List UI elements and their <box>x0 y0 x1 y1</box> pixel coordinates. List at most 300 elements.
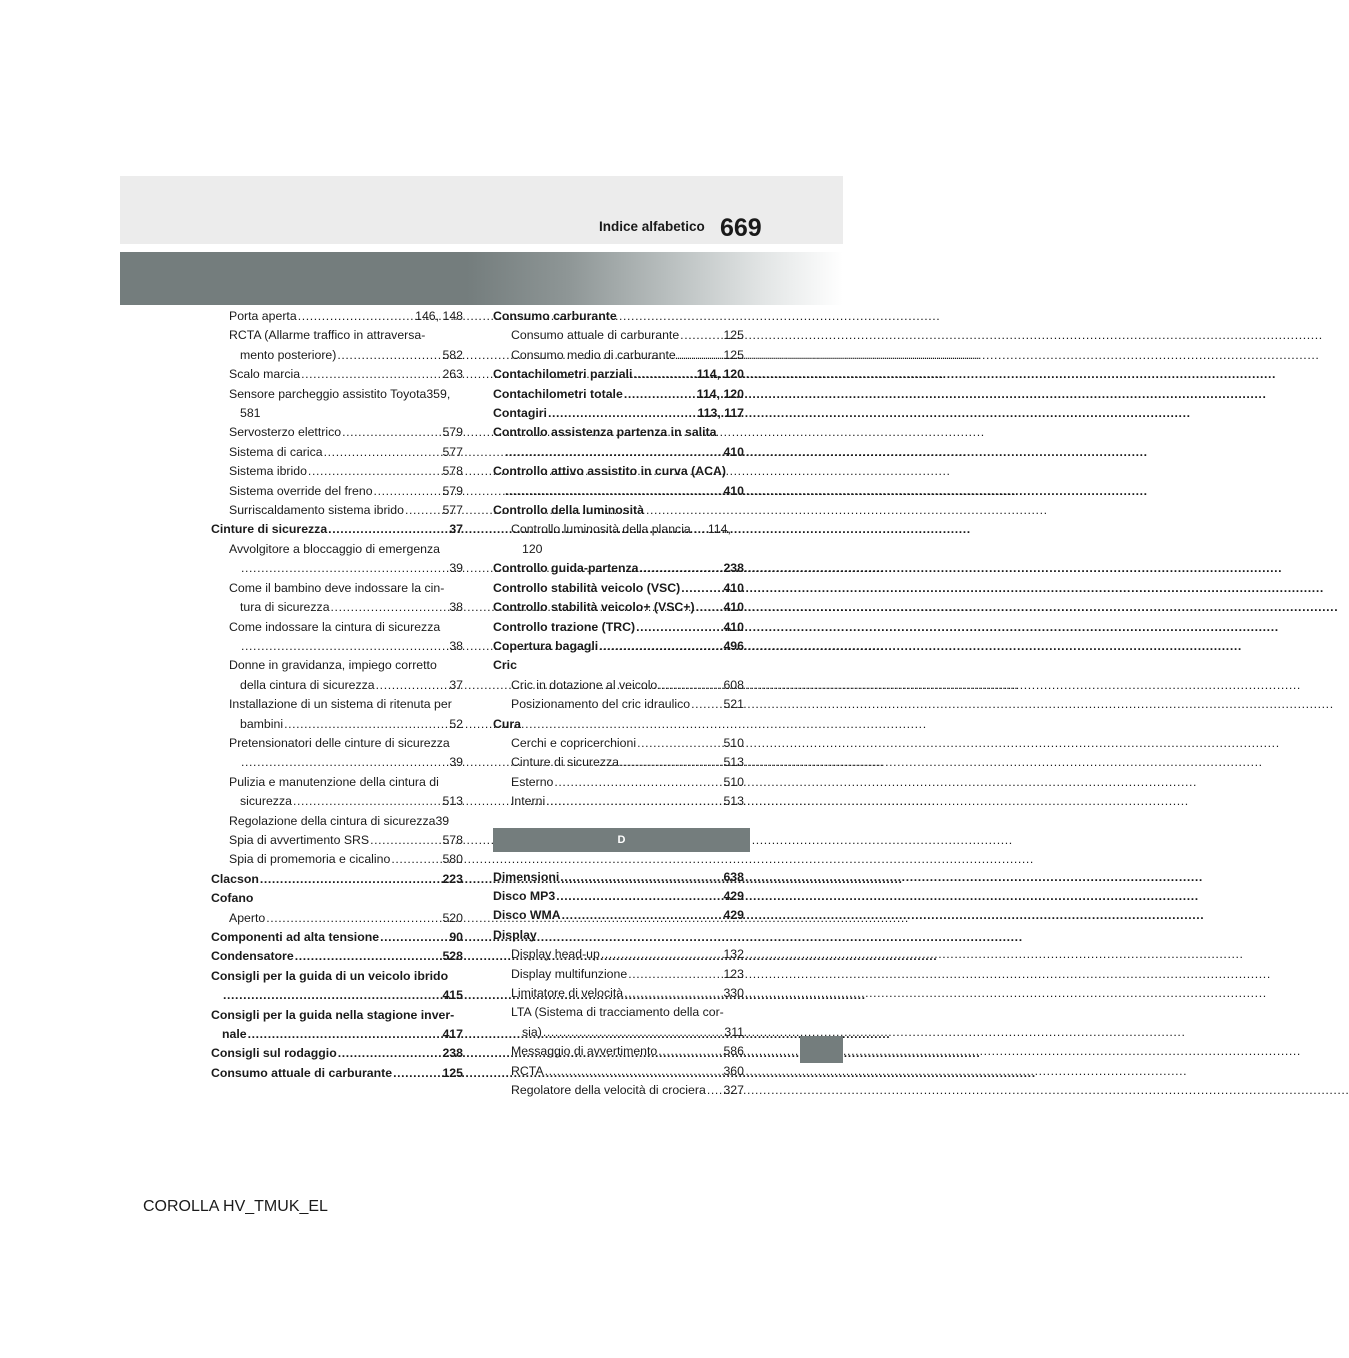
index-entry-text: LTA (Sistema di tracciamento della cor- <box>511 1005 724 1020</box>
index-entry-line <box>493 404 744 423</box>
index-entry-text: Avvolgitore a bloccaggio di emergenza <box>229 541 440 556</box>
index-page-ref: 223 <box>442 871 463 886</box>
index-entry-line <box>211 870 463 889</box>
index-entry-text: sicurezza <box>240 794 292 809</box>
leader-dots <box>640 559 723 578</box>
index-entry-text: nale <box>222 1027 247 1042</box>
index-entry-line <box>229 462 463 481</box>
leader-dots <box>658 676 722 695</box>
leader-dots <box>241 637 448 656</box>
index-entry-line <box>493 637 744 656</box>
index-subentry <box>493 965 744 984</box>
index-entry-line <box>493 618 744 637</box>
index-page-ref: 263 <box>442 367 463 382</box>
index-entry-text: Esterno <box>511 774 554 789</box>
index-page-ref: 608 <box>723 677 744 692</box>
index-subentry <box>211 501 463 520</box>
index-page-ref: 410 <box>723 483 744 498</box>
index-entry-line <box>511 734 744 753</box>
leader-dots <box>241 559 448 578</box>
leader-dots <box>707 1081 723 1100</box>
index-entry-text: Pulizia e manutenzione della cintura di <box>229 774 439 789</box>
index-entry-line <box>493 906 744 925</box>
index-entry <box>493 404 744 423</box>
index-entry-line <box>211 1044 463 1063</box>
leader-dots <box>548 404 697 423</box>
index-entry-text: Regolatore della velocità di crociera <box>511 1083 706 1098</box>
index-subentry <box>211 326 463 365</box>
section-title: Indice alfabetico <box>599 219 705 234</box>
leader-dots <box>374 482 442 501</box>
index-entry-text: Contachilometri parziali <box>493 367 633 382</box>
index-entry <box>211 947 463 966</box>
index-entry-text: Come indossare la cintura di sicurezza <box>229 619 441 634</box>
index-entry-text: Consumo carburante <box>493 309 617 323</box>
leader-dots <box>628 965 722 984</box>
index-entry-line <box>211 928 463 947</box>
index-entry-text: bambini <box>240 716 284 731</box>
index-entry <box>493 579 744 598</box>
index-entry-text: Messaggio di avvertimento <box>511 1044 658 1059</box>
index-entry-line <box>229 812 463 831</box>
index-subentry <box>493 1003 744 1042</box>
index-subentry <box>493 520 744 559</box>
index-entry-text: Display head-up <box>511 947 600 962</box>
leader-dots <box>556 887 722 906</box>
index-entry <box>493 462 744 501</box>
leader-dots <box>260 870 442 889</box>
index-entry-text: Cofano <box>211 891 254 906</box>
index-entry-text: Display multifunzione <box>511 966 628 981</box>
index-page-ref: 579 <box>442 425 463 440</box>
index-page-ref: 410 <box>723 619 744 634</box>
leader-dots <box>295 947 442 966</box>
index-subentry <box>493 1042 744 1061</box>
index-entry <box>211 928 463 947</box>
index-entry-text: Sensore parcheggio assistito Toyota359, <box>229 386 451 401</box>
index-page-ref: 579 <box>442 483 463 498</box>
index-entry-text: Contachilometri totale <box>493 386 623 401</box>
index-entry-line <box>511 346 744 365</box>
index-entry-text: Consumo medio di carburante <box>511 347 676 362</box>
leader-dots <box>562 906 723 925</box>
index-page-ref: 146, 148 <box>415 309 463 323</box>
index-entry-text: Copertura bagagli <box>493 638 599 653</box>
index-entry <box>493 637 744 656</box>
index-page-ref: 638 <box>723 869 744 884</box>
index-subentry <box>493 792 744 811</box>
index-entry-line <box>229 501 463 520</box>
index-entry-text: Donne in gravidanza, impiego corretto <box>229 658 437 673</box>
leader-dots <box>633 365 695 384</box>
index-subentry <box>493 1081 744 1100</box>
leader-dots <box>223 986 441 1005</box>
index-page-ref: 513 <box>442 794 463 809</box>
index-entry-text: Cric <box>493 658 517 673</box>
index-page-ref: 578 <box>442 832 463 847</box>
index-page-ref: 330 <box>723 986 744 1000</box>
leader-dots <box>284 715 448 734</box>
index-page-ref: 510 <box>723 735 744 750</box>
leader-dots <box>691 695 722 714</box>
index-entry-line <box>229 365 463 384</box>
index-page-ref: 238 <box>442 1046 463 1061</box>
index-page-ref: 510 <box>723 774 744 789</box>
leader-dots <box>620 753 722 772</box>
index-column-right <box>493 307 744 1100</box>
index-entry <box>493 559 744 578</box>
index-entry-line <box>211 1064 463 1083</box>
index-entry-text: Consigli sul rodaggio <box>211 1046 337 1061</box>
index-subentry <box>493 984 744 1003</box>
index-entry-line <box>229 637 463 656</box>
index-page-ref: 513 <box>723 794 744 809</box>
leader-dots <box>393 1064 441 1083</box>
leader-dots <box>328 520 448 539</box>
leader-dots <box>308 462 442 481</box>
index-entry-text: Servosterzo elettrico <box>229 425 342 440</box>
index-entry-line <box>493 887 744 906</box>
index-entry-line <box>211 1025 463 1044</box>
index-page-ref: 586 <box>723 1044 744 1059</box>
leader-dots <box>681 579 722 598</box>
index-page-ref: 311 <box>724 1024 744 1039</box>
index-page-ref: 513 <box>723 755 744 770</box>
index-entry <box>493 618 744 637</box>
leader-dots <box>543 1023 724 1042</box>
leader-dots <box>601 945 723 964</box>
index-entry <box>493 385 744 404</box>
index-entry-text: Clacson <box>211 871 259 886</box>
index-entry-text: mento posteriore) <box>240 347 337 362</box>
leader-dots <box>338 1044 442 1063</box>
index-page-ref: 410 <box>723 600 744 615</box>
index-entry-text: RCTA (Allarme traffico in attraversa- <box>229 328 426 343</box>
leader-dots <box>248 1025 442 1044</box>
index-entry <box>493 365 744 384</box>
index-entry-text: Controllo della luminosità <box>493 503 644 518</box>
index-entry-line <box>493 385 744 404</box>
index-page-ref: 410 <box>723 580 744 595</box>
index-entry-line <box>211 947 463 966</box>
index-entry-line <box>229 676 463 695</box>
index-entry <box>211 1044 463 1063</box>
index-entry-line <box>493 579 744 598</box>
index-entry-text: Disco MP3 <box>493 888 556 903</box>
index-subentry <box>211 618 463 657</box>
leader-dots <box>331 598 449 617</box>
leader-dots <box>266 909 441 928</box>
index-subentry <box>211 850 463 869</box>
index-entry-line <box>511 773 744 792</box>
index-entry-text: Consigli per la guida di un veicolo ibrido <box>211 968 449 983</box>
index-entry-line <box>511 753 744 772</box>
index-page-ref: 238 <box>723 561 744 576</box>
index-entry <box>211 1064 463 1083</box>
index-entry-text: Cerchi e copricerchioni <box>511 735 637 750</box>
index-page-ref: 120 <box>522 541 543 556</box>
index-entry-text: Posizionamento del cric idraulico <box>511 697 691 712</box>
index-entry-line <box>511 1042 744 1061</box>
index-entry <box>493 423 744 462</box>
index-entry-line <box>511 945 744 964</box>
index-entry-text: Controllo assistenza partenza in salita <box>493 425 717 440</box>
index-subentry <box>211 307 463 326</box>
index-entry <box>493 926 744 945</box>
index-entry <box>211 967 463 1006</box>
index-entry-line <box>493 365 744 384</box>
index-entry-line <box>229 715 463 734</box>
index-entry-line <box>493 501 744 520</box>
index-entry-line <box>229 423 463 442</box>
index-entry-text: Controllo luminosità della plancia ... 114, <box>511 522 731 537</box>
leader-dots <box>599 637 722 656</box>
index-subentry <box>211 482 463 501</box>
index-entry-line <box>493 307 744 326</box>
index-page-ref: 125 <box>723 328 744 343</box>
index-entry-text: Porta aperta <box>229 309 297 323</box>
index-subentry <box>211 423 463 442</box>
index-subentry <box>211 773 463 812</box>
index-subentry <box>211 385 463 424</box>
index-entry-line <box>511 676 744 695</box>
index-entry-line <box>229 753 463 772</box>
leader-dots <box>370 831 441 850</box>
index-entry-text: Limitatore di velocità <box>511 986 624 1000</box>
leader-dots <box>637 734 722 753</box>
leader-dots <box>241 753 448 772</box>
header-gradient-bar <box>120 252 843 305</box>
index-page-ref: 410 <box>723 444 744 459</box>
index-entry-text: Sistema ibrido <box>229 464 307 479</box>
index-page-ref: 39 <box>435 813 450 828</box>
document-code: COROLLA HV_TMUK_EL <box>143 1198 328 1215</box>
index-page-ref: 521 <box>723 697 744 712</box>
index-subentry <box>211 734 463 773</box>
index-entry-line <box>493 443 744 462</box>
index-entry <box>493 598 744 617</box>
index-subentry <box>493 346 744 365</box>
index-entry-text: Come il bambino deve indossare la cin- <box>229 580 445 595</box>
index-entry-line <box>511 792 744 811</box>
index-subentry <box>211 812 463 831</box>
leader-dots <box>505 443 722 462</box>
index-entry-text: Consigli per la guida nella stagione inver- <box>211 1007 455 1022</box>
index-entry <box>211 1006 463 1045</box>
index-subentry <box>493 326 744 345</box>
index-entry-text: Controllo attivo assistito in curva (ACA) <box>493 464 726 479</box>
leader-dots <box>405 501 442 520</box>
index-entry-text: Controllo stabilità veicolo (VSC) <box>493 580 681 595</box>
index-page-ref: 520 <box>442 910 463 925</box>
index-entry-text: Interni <box>511 794 546 809</box>
index-page-ref: 580 <box>442 852 463 867</box>
index-entry-line <box>493 715 744 734</box>
index-page-ref: 37 <box>449 677 463 692</box>
index-subentry <box>211 656 463 695</box>
index-entry-line <box>493 656 744 675</box>
leader-dots <box>624 984 722 1003</box>
index-entry-text: Cric in dotazione al veicolo <box>511 677 658 692</box>
index-entry <box>493 887 744 906</box>
index-entry-text: Contagiri <box>493 406 547 421</box>
section-thumb-tab <box>800 1036 843 1063</box>
index-page-ref: 429 <box>723 908 744 923</box>
index-entry <box>211 870 463 889</box>
index-subentry <box>211 540 463 579</box>
index-entry-text: Disco WMA <box>493 908 561 923</box>
index-entry-line <box>229 482 463 501</box>
index-page-ref: 417 <box>442 1027 463 1042</box>
index-entry <box>493 307 744 326</box>
leader-dots <box>301 365 441 384</box>
index-entry-line <box>511 1062 744 1081</box>
leader-dots <box>380 928 448 947</box>
index-page-ref: 429 <box>723 888 744 903</box>
index-entry-text: Scalo marcia <box>229 367 301 382</box>
index-entry-line <box>229 559 463 578</box>
index-entry-line <box>229 909 463 928</box>
letter-divider-d: D <box>493 828 750 852</box>
leader-dots <box>298 307 414 326</box>
leader-dots <box>560 868 722 887</box>
index-page-ref: 132 <box>723 947 744 962</box>
index-subentry <box>211 831 463 850</box>
index-entry-text: Sistema override del freno <box>229 483 373 498</box>
index-entry <box>493 715 744 734</box>
index-entry-line <box>493 559 744 578</box>
index-page-ref: 582 <box>442 347 463 362</box>
index-entry-line <box>493 868 744 887</box>
index-page-ref: 38 <box>449 600 463 615</box>
index-entry-line <box>211 889 463 908</box>
index-page-ref: 528 <box>442 949 463 964</box>
leader-dots <box>505 482 722 501</box>
leader-dots <box>545 1062 723 1081</box>
index-subentry <box>211 909 463 928</box>
index-column-left <box>211 307 463 1083</box>
index-page-ref: 125 <box>723 347 744 362</box>
leader-dots <box>696 598 723 617</box>
index-entry-line <box>229 598 463 617</box>
index-page-ref: 39 <box>449 755 463 770</box>
index-subentry <box>211 462 463 481</box>
index-entry-text: Cinture di sicurezza <box>511 755 619 770</box>
leader-dots <box>376 676 449 695</box>
index-page-ref: 415 <box>442 988 463 1003</box>
index-entry-line <box>511 1081 744 1100</box>
index-page-ref: 37 <box>449 522 463 537</box>
index-entry-text: Regolazione della cintura di sicurezza <box>229 813 436 828</box>
index-entry-text: tura di sicurezza <box>240 600 330 615</box>
leader-dots <box>554 773 722 792</box>
index-subentry <box>493 734 744 753</box>
index-page-ref: 90 <box>449 930 463 944</box>
index-page-ref: 114, 120 <box>696 367 744 382</box>
index-subentry <box>493 945 744 964</box>
index-entry <box>493 656 744 675</box>
index-entry <box>493 868 744 887</box>
index-subentry <box>211 579 463 618</box>
index-entry-text: della cintura di sicurezza <box>240 677 375 692</box>
index-subentry <box>493 1062 744 1081</box>
index-entry-line <box>511 1023 744 1042</box>
index-page-ref: 496 <box>723 638 744 653</box>
index-subentry <box>211 443 463 462</box>
index-entry-line <box>511 326 744 345</box>
index-entry-text: Aperto <box>229 910 266 925</box>
index-entry-text: Cura <box>493 716 522 731</box>
index-entry-line <box>511 695 744 714</box>
index-entry-line <box>511 965 744 984</box>
index-subentry <box>493 753 744 772</box>
index-entry-text: Installazione di un sistema di ritenuta per <box>229 697 452 712</box>
index-entry-line <box>493 598 744 617</box>
leader-dots <box>391 850 441 869</box>
index-entry-line <box>493 482 744 501</box>
index-entry <box>211 520 463 539</box>
index-entry-text: Sistema di carica <box>229 444 323 459</box>
index-subentry <box>493 676 744 695</box>
index-entry-text: RCTA <box>511 1063 544 1078</box>
index-entry-text: Controllo stabilità veicolo+ (VSC+) <box>493 600 695 615</box>
index-entry-line <box>229 307 463 326</box>
index-entry <box>211 889 463 908</box>
index-entry-text: Controllo guida-partenza <box>493 561 639 576</box>
index-entry-text: Spia di promemoria e cicalino <box>229 852 391 867</box>
index-subentry <box>211 365 463 384</box>
index-entry-line <box>229 346 463 365</box>
index-entry-text: Consumo attuale di carburante <box>211 1065 393 1080</box>
index-page-ref: 577 <box>442 503 463 518</box>
index-entry-text: Consumo attuale di carburante <box>511 328 680 343</box>
index-entry-text: Display <box>493 927 537 942</box>
index-page-ref: 327 <box>723 1083 744 1098</box>
index-entry-text: sia) <box>522 1024 542 1039</box>
index-page-ref: 581 <box>240 406 261 421</box>
index-entry-text: Controllo trazione (TRC) <box>493 619 636 634</box>
index-page-ref: 39 <box>449 561 463 576</box>
index-page-ref: 38 <box>449 638 463 653</box>
index-page-ref: 113, 117 <box>697 406 744 421</box>
index-entry-line <box>211 986 463 1005</box>
index-entry-text: Condensatore <box>211 949 294 964</box>
index-entry <box>493 501 744 520</box>
index-entry-text: Spia di avvertimento SRS <box>229 832 370 847</box>
leader-dots <box>680 326 722 345</box>
index-subentry <box>211 695 463 734</box>
index-page-ref: 123 <box>723 966 744 981</box>
leader-dots <box>546 792 722 811</box>
index-entry-text: Componenti ad alta tensione <box>211 930 380 944</box>
index-page-ref: 578 <box>442 464 463 479</box>
leader-dots <box>293 792 442 811</box>
index-entry-line <box>229 850 463 869</box>
leader-dots <box>324 443 442 462</box>
page-number: 669 <box>720 214 762 242</box>
leader-dots <box>636 618 722 637</box>
index-entry-text: Dimensioni <box>493 869 560 884</box>
index-entry-line <box>493 926 744 945</box>
index-entry-text: Pretensionatori delle cinture di sicurezza <box>229 735 450 750</box>
index-page-ref: 125 <box>442 1065 463 1080</box>
index-entry-line <box>229 443 463 462</box>
leader-dots <box>342 423 441 442</box>
leader-dots <box>624 385 696 404</box>
index-page-ref: 360 <box>723 1063 744 1078</box>
index-entry <box>493 906 744 925</box>
leader-dots <box>337 346 441 365</box>
